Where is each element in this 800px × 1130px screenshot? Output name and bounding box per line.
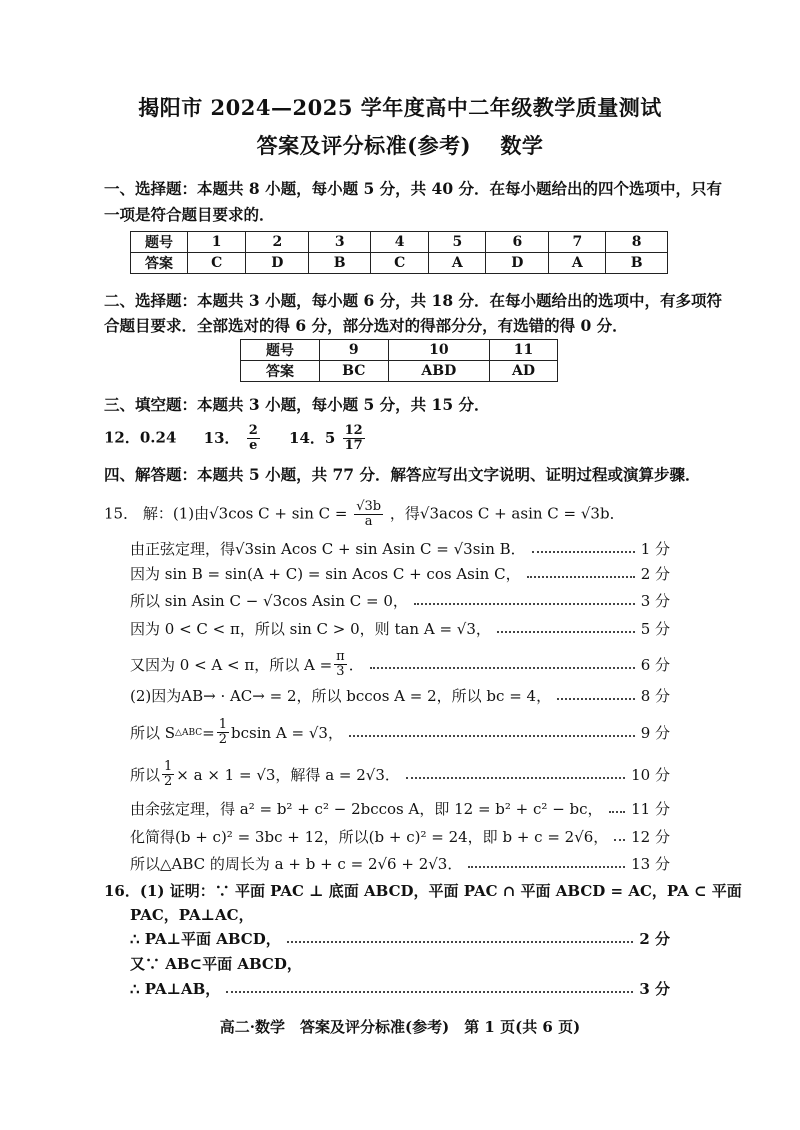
step-text: 所以△ABC 的周长为 a + b + c = 2√6 + 2√3． [130, 855, 463, 873]
q15-step-9 [130, 798, 670, 819]
q16-line-2: PAC，PA⊥AC， [130, 906, 254, 924]
step-score: 13 分 [631, 855, 670, 873]
table-row-answer [131, 253, 668, 274]
dot-leader [557, 698, 635, 700]
q15-step-8 [130, 760, 670, 789]
step-score: 9 分 [640, 724, 670, 742]
table-cell: 4 [371, 232, 429, 253]
q15-step-7 [130, 718, 670, 747]
step-text: 又因为 0 < A < π，所以 A = [130, 656, 333, 674]
fill-in-answers [104, 424, 367, 453]
dot-leader [370, 667, 635, 669]
table-cell: 10 [388, 340, 489, 361]
step-text: 所以 [130, 766, 161, 784]
table-cell: A [429, 253, 486, 274]
step-text-mid: = [202, 723, 215, 742]
q15-intro-fraction [354, 500, 383, 529]
table-cell: D [486, 253, 549, 274]
step-text: (2)因为AB→ · AC→ = 2，所以 bccos A = 2，所以 bc = 4， [130, 687, 552, 705]
section-3-heading: 三、填空题：本题共 3 小题，每小题 5 分，共 15 分． [104, 395, 490, 414]
q16-step-1 [130, 928, 670, 949]
document-subtitle: 答案及评分标准(参考) 数学 [256, 133, 544, 158]
dot-leader [614, 839, 625, 841]
table-cell-label: 答案 [131, 253, 188, 274]
table-cell-label: 题号 [131, 232, 188, 253]
step-score: 10 分 [631, 766, 670, 784]
table-row-answer [241, 361, 558, 382]
q15-step-11 [130, 853, 670, 874]
q15-step-1 [130, 538, 670, 559]
q15-intro-text-end: ，得√3acos C + asin C = √3b． [389, 504, 625, 523]
fraction-numerator: π [336, 649, 345, 664]
step-text: 因为 0 < C < π，所以 sin C > 0，则 tan A = √3， [130, 620, 491, 638]
section-1-heading: 一、选择题：本题共 8 小题，每小题 5 分，共 40 分．在每小题给出的四个选项中，只有 [104, 179, 723, 198]
q15-step-5 [130, 650, 670, 679]
fraction-numerator: √3b [356, 499, 382, 514]
fraction-denominator: 2 [164, 774, 173, 789]
document-title: 揭阳市 2024—2025 学年度高中二年级教学质量测试 [138, 95, 662, 120]
step-score: 2 分 [640, 565, 670, 583]
dot-leader [349, 735, 635, 737]
q15-step-3 [130, 590, 670, 611]
multi-answer-table [240, 339, 558, 382]
step-score: 3 分 [640, 592, 670, 610]
q16-step-2 [130, 978, 670, 999]
mc-answer-table [130, 231, 668, 274]
section-4-heading: 四、解答题：本题共 5 小题，共 77 分．解答应写出文字说明、证明过程或演算步骤． [104, 465, 701, 484]
step-text-end: bcsin A = √3， [231, 724, 343, 742]
fraction-numerator: 1 [164, 759, 173, 774]
fraction-denominator: a [364, 514, 373, 529]
dot-leader [532, 551, 635, 553]
table-cell: C [188, 253, 246, 274]
step-score: 8 分 [640, 687, 670, 705]
step-score: 5 分 [640, 620, 670, 638]
step-score: 11 分 [631, 800, 670, 818]
table-row-question [131, 232, 668, 253]
answer-13-label: 13． [203, 428, 240, 447]
table-cell: C [371, 253, 429, 274]
fraction-denominator: 17 [344, 438, 363, 453]
step-text: 所以 S [130, 724, 176, 742]
step-text: 所以 sin Asin C − √3cos Asin C = 0， [130, 592, 408, 610]
table-cell: B [309, 253, 371, 274]
table-cell-label: 答案 [241, 361, 320, 382]
dot-leader [497, 631, 635, 633]
fraction-numerator: 12 [344, 423, 363, 438]
step-text-end: × a × 1 = √3，解得 a = 2√3． [176, 766, 400, 784]
table-row-question [241, 340, 558, 361]
dot-leader [468, 866, 625, 868]
q15-step-4 [130, 618, 670, 639]
dot-leader [406, 777, 625, 779]
fraction-denominator: 2 [218, 732, 227, 747]
fraction-numerator: 1 [218, 717, 227, 732]
dot-leader [226, 991, 633, 993]
table-cell: 2 [246, 232, 309, 253]
q15-step-10 [130, 826, 670, 847]
dot-leader [609, 811, 626, 813]
dot-leader [287, 941, 634, 943]
table-cell: 11 [490, 340, 558, 361]
section-2-heading-cont: 合题目要求．全部选对的得 6 分，部分选对的得部分分，有选错的得 0 分． [104, 316, 628, 335]
q15-label: 15． [104, 504, 139, 523]
answer-12: 12．0.24 [104, 428, 177, 447]
table-cell: A [549, 253, 606, 274]
q15-step-2 [130, 563, 670, 584]
table-cell: ABD [388, 361, 489, 382]
table-cell: 7 [549, 232, 606, 253]
q16-line-4: 又∵ AB⊂平面 ABCD， [130, 955, 302, 973]
step-text: 由余弦定理，得 a² = b² + c² − 2bccos A，即 12 = b² + c² − bc， [130, 800, 603, 818]
page-footer: 高二·数学 答案及评分标准(参考) 第 1 页(共 6 页) [219, 1018, 581, 1036]
fraction-denominator: 3 [336, 664, 345, 679]
dot-leader [527, 576, 635, 578]
step-subscript: △ABC [175, 727, 203, 738]
table-cell: D [246, 253, 309, 274]
table-cell: BC [320, 361, 389, 382]
answer-14-label: 14．5 [289, 428, 336, 447]
answer-13-fraction [247, 424, 260, 453]
table-cell: 6 [486, 232, 549, 253]
step-text: 由正弦定理，得√3sin Acos C + sin Asin C = √3sin B． [130, 540, 526, 558]
step-score: 3 分 [639, 980, 670, 998]
table-cell: 5 [429, 232, 486, 253]
answer-14-fraction [343, 424, 365, 453]
fraction-numerator: 2 [248, 423, 258, 438]
table-cell-label: 题号 [241, 340, 320, 361]
step-text: 化简得(b + c)² = 3bc + 12，所以(b + c)² = 24，即 b + c = 2√6， [130, 828, 609, 846]
q15-intro [104, 500, 625, 529]
table-cell: 8 [606, 232, 668, 253]
q16-line-1: 16．(1) 证明：∵ 平面 PAC ⊥ 底面 ABCD，平面 PAC ∩ 平面 ABCD = AC，PA ⊂ 平面 [104, 882, 742, 900]
step-text-end: ． [348, 656, 364, 674]
table-cell: 3 [309, 232, 371, 253]
table-cell: 1 [188, 232, 246, 253]
step-text: ∴ PA⊥平面 ABCD， [130, 930, 281, 948]
table-cell: B [606, 253, 668, 274]
dot-leader [414, 603, 635, 605]
table-cell: 9 [320, 340, 389, 361]
step-score: 2 分 [639, 930, 670, 948]
section-2-heading: 二、选择题：本题共 3 小题，每小题 6 分，共 18 分．在每小题给出的选项中，有多项符 [104, 291, 723, 310]
step-score: 1 分 [640, 540, 670, 558]
step-score: 12 分 [631, 828, 670, 846]
step-text: ∴ PA⊥AB， [130, 980, 221, 998]
section-1-heading-cont: 一项是符合题目要求的． [104, 205, 275, 224]
q15-step-6 [130, 685, 670, 706]
step-fraction [334, 650, 347, 679]
step-fraction [217, 718, 229, 747]
q15-intro-text: 解：(1)由√3cos C + sin C = [142, 504, 348, 523]
step-fraction [162, 760, 174, 789]
step-text: 因为 sin B = sin(A + C) = sin Acos C + cos Asin C， [130, 565, 521, 583]
table-cell: AD [490, 361, 558, 382]
step-score: 6 分 [640, 656, 670, 674]
fraction-denominator: e [249, 438, 258, 453]
